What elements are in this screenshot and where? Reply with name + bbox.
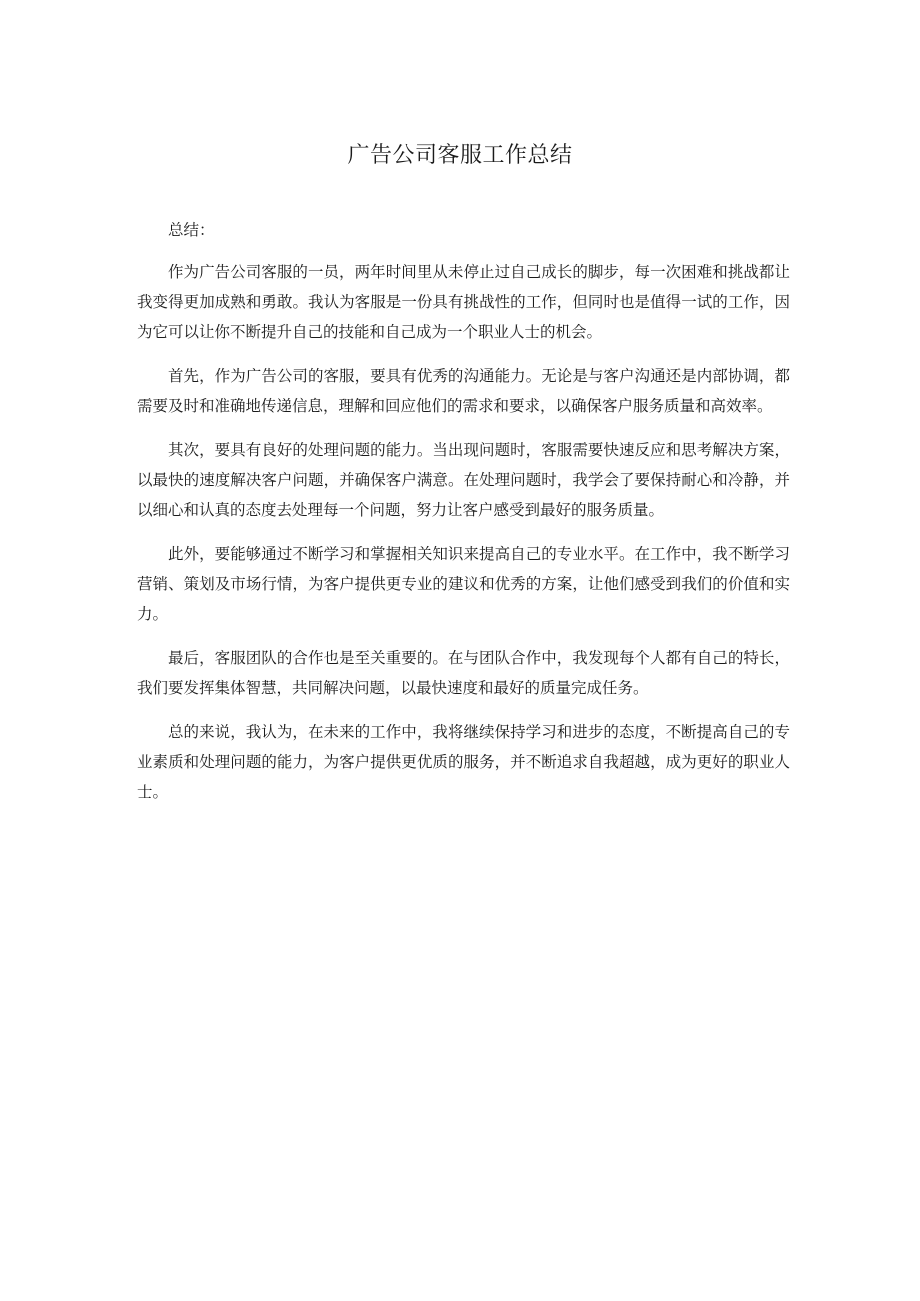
paragraph-intro: 作为广告公司客服的一员，两年时间里从未停止过自己成长的脚步，每一次困难和挑战都让我变得更加成熟和勇敢。我认为客服是一份具有挑战性的工作，但同时也是值得一试的工作，因为它可以让你不断提升自己的技能和自己成为一个职业人士的机会。 — [137, 263, 790, 341]
document-body — [137, 215, 790, 821]
paragraph-conclusion: 总的来说，我认为，在未来的工作中，我将继续保持学习和进步的态度，不断提高自己的专业素质和处理问题的能力，为客户提供更优质的服务，并不断追求自我超越，成为更好的职业人士。 — [137, 723, 790, 801]
paragraph-communication: 首先，作为广告公司的客服，要具有优秀的沟通能力。无论是与客户沟通还是内部协调，都需要及时和准确地传递信息，理解和回应他们的需求和要求，以确保客户服务质量和高效率。 — [137, 367, 790, 415]
paragraph-teamwork: 最后，客服团队的合作也是至关重要的。在与团队合作中，我发现每个人都有自己的特长，我们要发挥集体智慧，共同解决问题，以最快速度和最好的质量完成任务。 — [137, 649, 790, 697]
paragraph-problem-solving: 其次，要具有良好的处理问题的能力。当出现问题时，客服需要快速反应和思考解决方案，以最快的速度解决客户问题，并确保客户满意。在处理问题时，我学会了要保持耐心和冷静，并以细心和认真的态度去处理每一个问题，努力让客户感受到最好的服务质量。 — [137, 441, 790, 519]
summary-label: 总结： — [168, 221, 215, 239]
document-title: 广告公司客服工作总结 — [347, 143, 573, 168]
paragraph-learning: 此外，要能够通过不断学习和掌握相关知识来提高自己的专业水平。在工作中，我不断学习营销、策划及市场行情，为客户提供更专业的建议和优秀的方案，让他们感受到我们的价值和实力。 — [137, 545, 790, 623]
